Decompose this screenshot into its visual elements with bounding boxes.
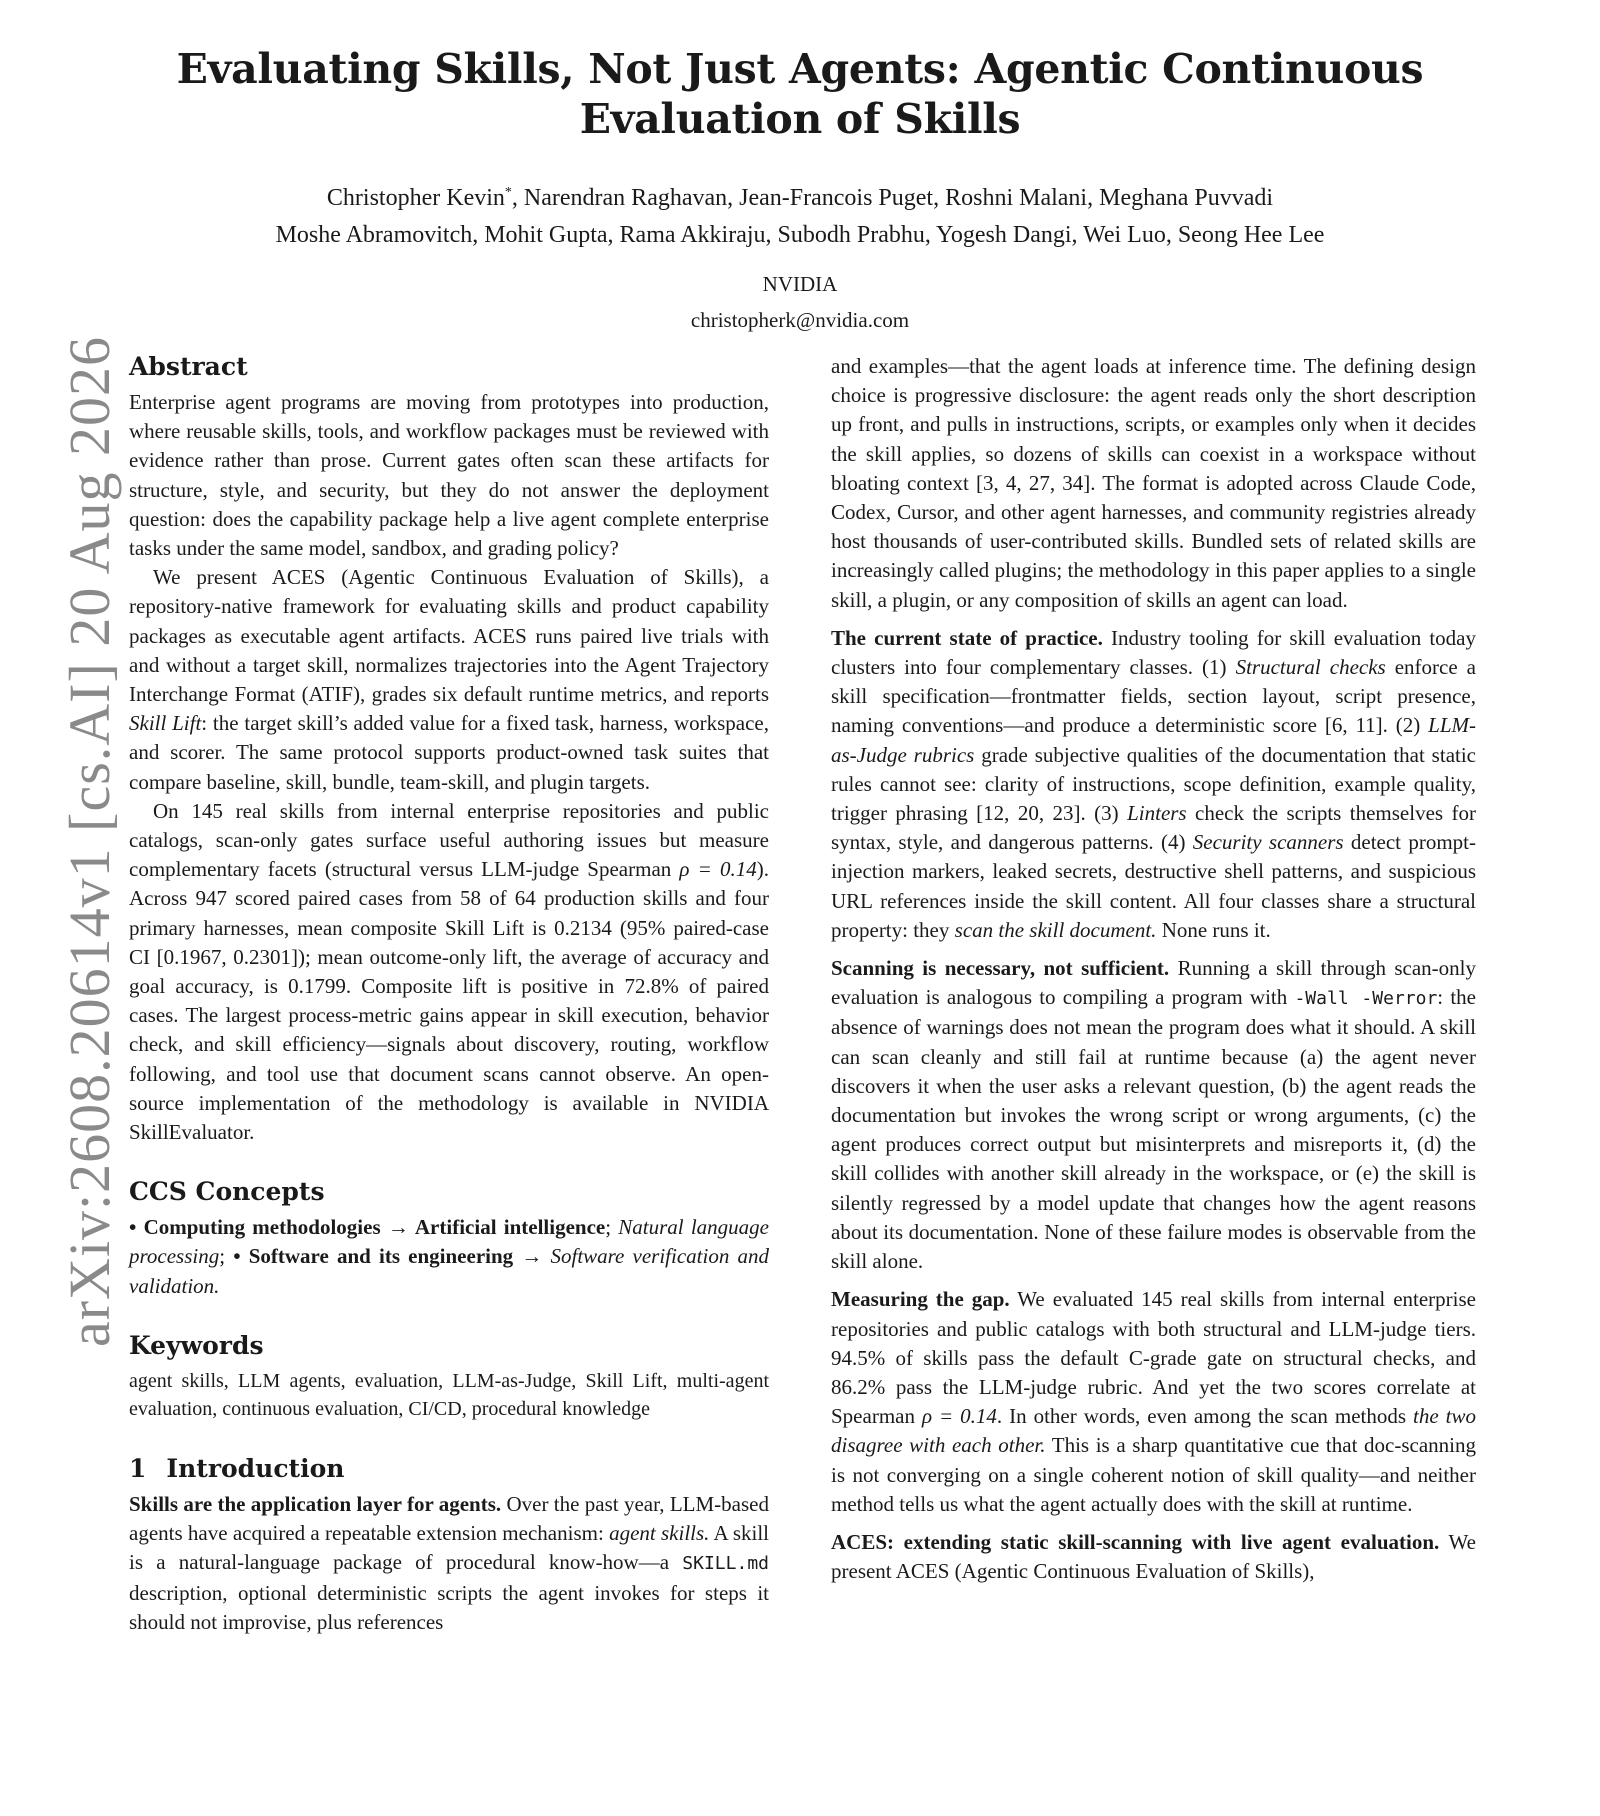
measuring-gap-paragraph: Measuring the gap. We evaluated 145 real skills from internal enterprise repositories and public catalogs with both structural and LLM-judge tiers. 94.5% of skills pass the default C-grade gate on structural checks, and 86.2% pass the LLM-judge rubric. And yet the two scores correlate at Spearman ρ = 0.14. In other words, even among the scan methods the two disagree with each other. This is a sharp quantitative cue that doc-scanning is not converging on a single coherent notion of skill quality—and neither method tells us what the agent actually does with the skill at runtime. [831, 1287, 1477, 1516]
keywords-list: agent skills, LLM agents, evaluation, LLM-as-Judge, Skill Lift, multi-agent evaluation, continuous evaluation, CI/CD, procedural knowledge [129, 1369, 769, 1421]
keywords-heading: Keywords [129, 1330, 264, 1360]
abstract-heading: Abstract [129, 352, 248, 381]
abstract-paragraph-2: We present ACES (Agentic Continuous Evaluation of Skills), a repository-native framework for evaluating skills and product capability packages as executable agent artifacts. ACES runs paired live trials with and without a target skill, normalizes trajectories into the Agent Trajectory Interchange Format (ATIF), grades six default runtime metrics, and reports Skill Lift: the target skill’s added value for a fixed task, harness, workspace, and scorer. The same protocol supports product-owned task suites that compare baseline, skill, bundle, team-skill, and plugin targets. [129, 565, 769, 794]
ccs-concepts: • Computing methodologies → Artificial intelligence; Natural language processing; • Software and its engineering → Software verification and validation. [129, 1215, 770, 1298]
affiliation-block [100, 266, 1500, 338]
corresponding-author-mark: * [504, 185, 512, 200]
intro-paragraph-continued: and examples—that the agent loads at inference time. The defining design choice is progressive disclosure: the agent reads only the short description up front, and pulls in instructions, scripts, or examples only when it decides the skill applies, so dozens of skills can coexist in a workspace without bloating context [3, 4, 27, 34]. The format is adopted across Claude Code, Codex, Cursor, and other agent harnesses, and community registries already host thousands of user-contributed skills. Bundled sets of related skills are increasingly called plugins; the methodology in this paper applies to a single skill, a plugin, or any composition of skills an agent can load. [831, 354, 1476, 612]
scanning-paragraph: Scanning is necessary, not sufficient. Running a skill through scan-only evaluation is analogous to compiling a program with -Wall -Werror: the absence of warnings does not mean the program does what it should. A skill can scan cleanly and still fail at runtime because (a) the agent never discovers it when the user asks a relevant question, (b) the agent reads the documentation but invokes the wrong script or wrong arguments, (c) the agent produces correct output but misinterprets and misreports it, (d) the skill collides with another skill already in the workspace, or (e) the skill is silently regressed by a model update that changes how the agent reasons about its documentation. None of these failure modes is observable from the skill alone. [831, 956, 1476, 1274]
section-number: 1 [129, 1453, 147, 1483]
abstract-paragraph-1: Enterprise agent programs are moving from prototypes into production, where reusable skills, tools, and workflow packages must be reviewed with evidence rather than prose. Current gates often scan these artifacts for structure, style, and security, but they do not answer the deployment question: does the capability package help a live agent complete enterprise tasks under the same model, sandbox, and grading policy? [129, 390, 769, 561]
aces-paragraph: ACES: extending static skill-scanning with live agent evaluation. We present ACES (Agentic Continuous Evaluation of Skills), [831, 1529, 1476, 1584]
introduction-heading: 1 Introduction [129, 1453, 345, 1483]
intro-paragraph-1: Skills are the application layer for agents. Over the past year, LLM-based agents have acquired a repeatable extension mechanism: agent skills. A skill is a natural-language package of procedural know-how—a SKILL.md description, optional deterministic scripts the agent invokes for steps it should not improvise, plus references [129, 1491, 769, 1634]
paper-title: Evaluating Skills, Not Just Agents: Agentic Continuous Evaluation of Skills [176, 45, 1424, 143]
abstract-paragraph-3: On 145 real skills from internal enterprise repositories and public catalogs, scan-only gates surface useful authoring issues but measure complementary facets (structural versus LLM-judge Spearman ρ = 0.14). Across 947 scored paired cases from 58 of 64 production skills and four primary harnesses, mean composite Skill Lift is 0.2134 (95% paired-case CI [0.1967, 0.2301]); mean outcome-only lift, the average of accuracy and goal accuracy, is 0.1799. Composite lift is positive in 72.8% of paired cases. The largest process-metric gains appear in skill execution, behavior check, and skill efficiency—signals about discovery, routing, workflow following, and tool use that document scans cannot observe. An open-source implementation of the methodology is available in NVIDIA SkillEvaluator. [129, 798, 769, 1145]
state-of-practice-paragraph: The current state of practice. Industry tooling for skill evaluation today clusters into four complementary classes. (1) Structural checks enforce a skill specification—frontmatter fields, section layout, script presence, naming conventions—and produce a deterministic score [6, 11]. (2) LLM-as-Judge rubrics grade subjective qualities of the documentation that static rules cannot see: clarity of instructions, scope definition, example quality, trigger phrasing [12, 20, 23]. (3) Linters check the scripts themselves for syntax, style, and dangerous patterns. (4) Security scanners detect prompt-injection markers, leaked secrets, destructive shell patterns, and suspicious URL references inside the skill content. All four classes share a structural property: they scan the skill document. None runs it. [831, 625, 1477, 942]
inline-code: -Wall -Werror [1294, 988, 1438, 1010]
ccs-heading: CCS Concepts [129, 1177, 325, 1207]
author-line-2: Moshe Abramovitch, Mohit Gupta, Rama Akkiraju, Subodh Prabhu, Yogesh Dangi, Wei Luo, Seong Hee Lee [275, 222, 1325, 248]
inline-code: SKILL.md [682, 1553, 769, 1575]
left-column [129, 350, 769, 1637]
arxiv-identifier: arXiv:2608.20614v1 [cs.AI] 20 Aug 2026 [57, 335, 122, 1347]
right-column [831, 352, 1476, 1586]
email: christopherk@nvidia.com [690, 308, 910, 332]
author-line-1: Christopher Kevin*, Narendran Raghavan, Jean-Francois Puget, Roshni Malani, Meghana Puvvadi [326, 185, 1274, 211]
author-list [100, 174, 1500, 254]
affiliation: NVIDIA [762, 272, 838, 296]
